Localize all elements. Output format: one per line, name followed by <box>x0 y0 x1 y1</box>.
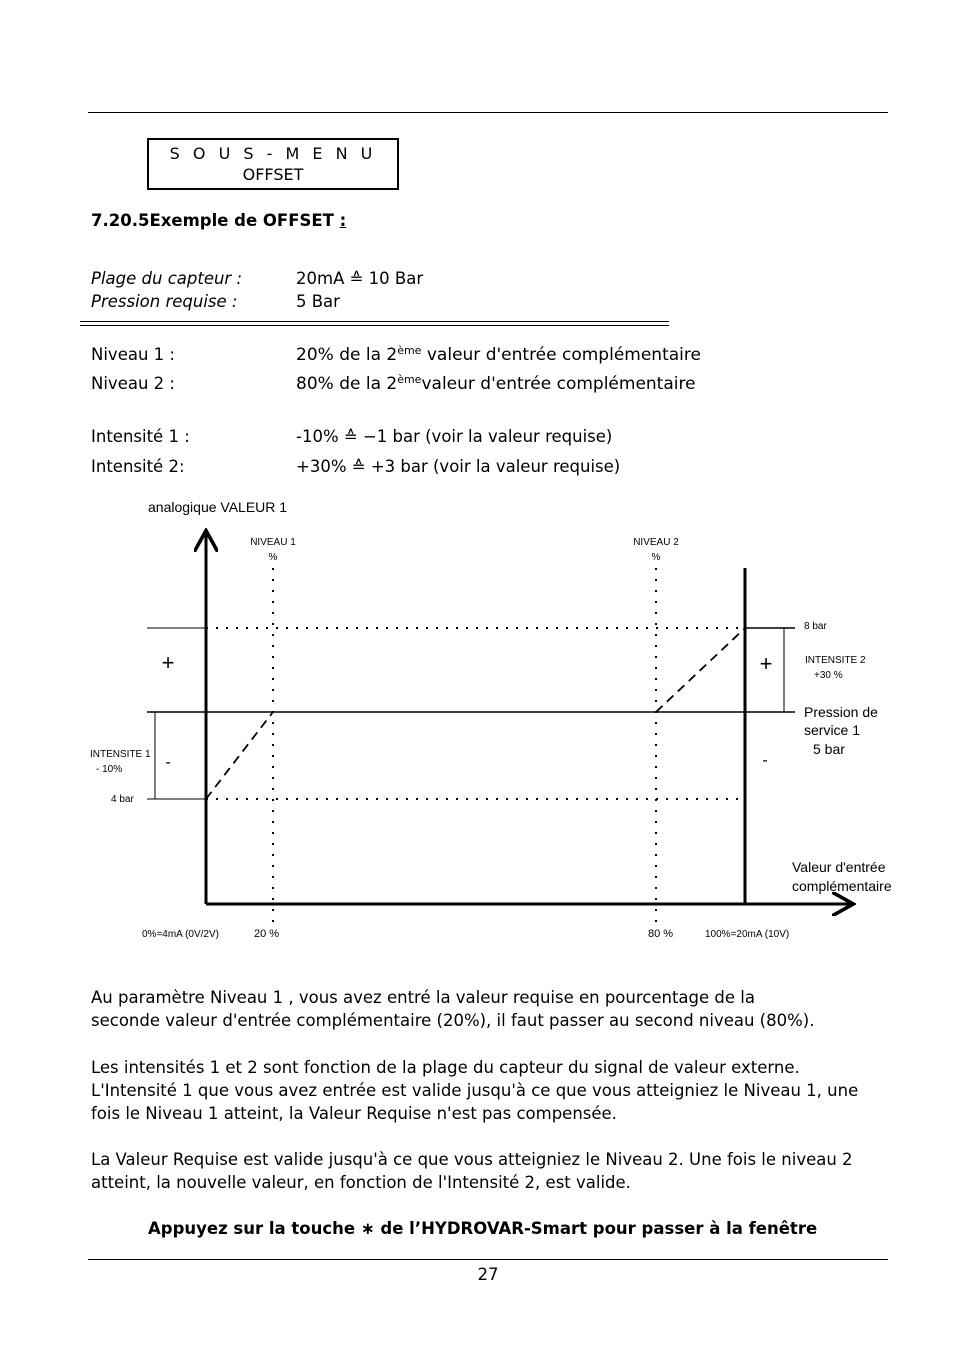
niveau2-value <box>296 373 696 395</box>
niveau2-label-b: % <box>651 552 661 563</box>
submenu-name: OFFSET <box>242 165 304 184</box>
x-tick-20: 20 % <box>254 928 280 940</box>
paragraph-1 <box>91 986 891 1032</box>
x-axis-title-a: Valeur d'entrée <box>792 859 886 875</box>
paragraph-2-line-3: fois le Niveau 1 atteint, la Valeur Requise n'est pas compensée. <box>91 1104 617 1123</box>
y-axis-title: analogique VALEUR 1 <box>148 499 288 515</box>
paragraph-1-line-1: Au paramètre Niveau 1 , vous avez entré la valeur requise en pourcentage de la <box>91 988 755 1007</box>
pression-label-c: 5 bar <box>813 741 845 757</box>
paragraph-2-line-1: Les intensités 1 et 2 sont fonction de la plage du capteur du signal de valeur externe. <box>91 1058 800 1077</box>
intensite2-label: Intensité 2: <box>91 457 185 476</box>
section-heading-text: 7.20.5Exemple de OFFSET <box>91 211 334 230</box>
paragraph-3 <box>91 1148 891 1194</box>
pression-label-a: Pression de <box>804 704 878 720</box>
niveau1-label: Niveau 1 : <box>91 345 175 364</box>
submenu-title: S O U S - M E N U <box>169 144 377 163</box>
submenu-box <box>147 138 399 190</box>
double-rule-top <box>80 321 669 322</box>
intensite1-value: -10% ≙ −1 bar (voir la valeur requise) <box>296 427 613 446</box>
range-label: Plage du capteur : <box>91 269 243 288</box>
range-value: 20mA ≙ 10 Bar <box>296 269 424 288</box>
minus-left: - <box>165 754 171 771</box>
niveau2-sup: ème <box>397 373 422 386</box>
paragraph-2 <box>91 1056 891 1125</box>
niveau1-value <box>296 344 701 366</box>
niveau2-label-a: NIVEAU 2 <box>633 537 679 548</box>
bar8-label: 8 bar <box>804 621 827 632</box>
intensite1-ramp <box>206 712 273 799</box>
section-heading <box>91 210 346 232</box>
paragraph-3-line-1: La Valeur Requise est valide jusqu'à ce que vous atteigniez le Niveau 2. Une fois le niveau 2 <box>91 1150 853 1169</box>
offset-diagram <box>0 490 954 950</box>
footer-rule <box>88 1259 888 1260</box>
intensite1-diagram-a: INTENSITE 1 <box>90 749 151 760</box>
x-tick-100: 100%=20mA (10V) <box>705 929 790 940</box>
niveau2-value-b: valeur d'entrée complémentaire <box>421 374 696 394</box>
niveau1-value-a: 20% de la 2 <box>296 345 398 365</box>
intensite2-diagram-b: +30 % <box>814 670 843 681</box>
pressure-label: Pression requise : <box>91 292 238 311</box>
niveau1-label-b: % <box>268 552 278 563</box>
plus-left: + <box>161 650 175 675</box>
niveau2-label: Niveau 2 : <box>91 374 175 393</box>
x-tick-80: 80 % <box>648 928 674 940</box>
header-rule <box>88 112 888 113</box>
minus-right: - <box>762 752 768 769</box>
intensite1-label: Intensité 1 : <box>91 427 190 446</box>
footer-note: Appuyez sur la touche ∗ de l’HYDROVAR-Smart pour passer à la fenêtre <box>148 1219 818 1238</box>
x-axis-title-b: complémentaire <box>792 878 892 894</box>
intensite2-diagram-a: INTENSITE 2 <box>805 655 866 666</box>
pression-label-b: service 1 <box>804 722 861 738</box>
niveau2-value-a: 80% de la 2 <box>296 374 398 394</box>
pressure-value: 5 Bar <box>296 292 340 311</box>
niveau1-sup: ème <box>397 344 422 357</box>
plus-right: + <box>759 651 773 676</box>
intensite2-ramp <box>656 628 745 712</box>
intensite1-diagram-b: - 10% <box>96 764 123 775</box>
double-rule-bottom <box>80 325 669 326</box>
x-tick-0: 0%=4mA (0V/2V) <box>142 929 219 940</box>
section-heading-colon: : <box>339 211 347 230</box>
bar4-label: 4 bar <box>111 794 134 805</box>
niveau1-label-a: NIVEAU 1 <box>250 537 296 548</box>
paragraph-1-line-2: seconde valeur d'entrée complémentaire (20%), il faut passer au second niveau (80%). <box>91 1011 815 1030</box>
paragraph-2-line-2: L'Intensité 1 que vous avez entrée est valide jusqu'à ce que vous atteigniez le Niveau 1, une <box>91 1081 859 1100</box>
paragraph-3-line-2: atteint, la nouvelle valeur, en fonction de l'Intensité 2, est valide. <box>91 1173 631 1192</box>
intensite2-value: +30% ≙ +3 bar (voir la valeur requise) <box>296 457 621 476</box>
niveau1-value-b: valeur d'entrée complémentaire <box>421 345 701 365</box>
page-number: 27 <box>477 1265 499 1284</box>
